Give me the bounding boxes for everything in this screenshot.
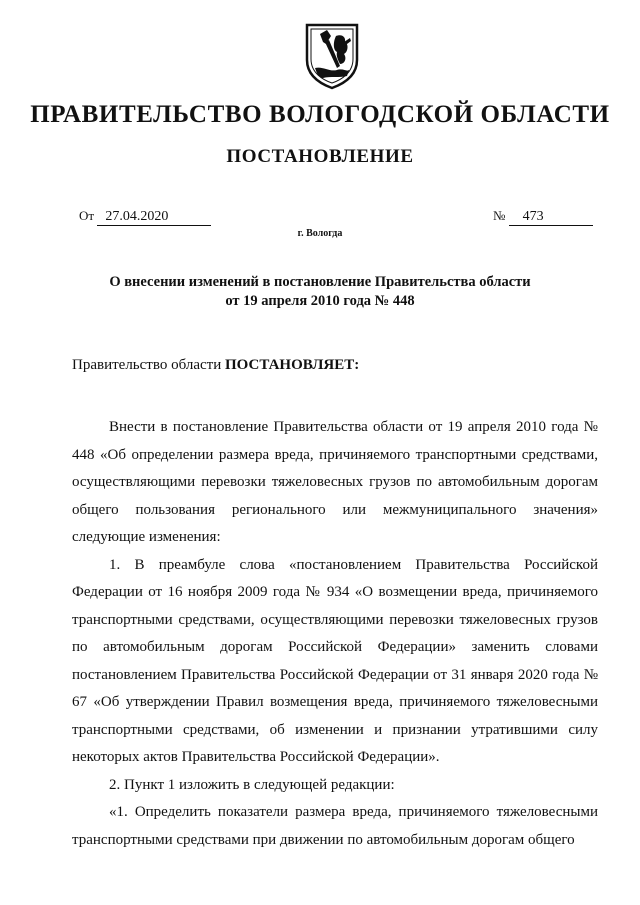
organization-title: ПРАВИТЕЛЬСТВО ВОЛОГОДСКОЙ ОБЛАСТИ xyxy=(30,101,610,128)
lead-statement xyxy=(72,357,359,374)
lead-text: Правительство области xyxy=(72,357,225,373)
lead-bold: ПОСТАНОВЛЯЕТ: xyxy=(224,357,360,373)
city-label: г. Вологда xyxy=(297,228,343,239)
paragraph: 2. Пункт 1 изложить в следующей редакции: xyxy=(109,776,395,793)
document-body xyxy=(72,414,598,854)
date-prefix: От xyxy=(79,208,95,223)
number-line xyxy=(493,208,593,226)
title-line-1: О внесении изменений в постановление Правительства области xyxy=(109,274,531,290)
date-line xyxy=(79,208,211,226)
number-prefix: № xyxy=(493,208,506,223)
date-value: 27.04.2020 xyxy=(97,209,211,226)
title-line-2: от 19 апреля 2010 года № 448 xyxy=(225,293,415,309)
document-type: ПОСТАНОВЛЕНИЕ xyxy=(226,146,414,167)
paragraph: Внести в постановление Правительства области от 19 апреля 2010 года № 448 «Об определении размера вреда, причиняемого транспортными средствами, осуществляющими перевозки тяжеловесных грузов по автомобильным дорогам общего пользования регионального или межмуниципального значения» следующие изменения: xyxy=(72,419,598,545)
paragraph: «1. Определить показатели размера вреда, причиняемого тяжеловесными транспортными средствами при движении по автомобильным дорогам общего xyxy=(72,804,598,848)
number-value: 473 xyxy=(509,209,593,226)
coat-of-arms-emblem xyxy=(303,22,361,90)
paragraph: 1. В преамбуле слова «постановлением Правительства Российской Федерации от 16 ноября 2009 года № 934 «О возмещении вреда, причиняемого транспортными средствами, осуществляющими перевозки тяжеловесных грузов по автомобильным дорогам Российской Федерации» заменить словами постановлением Правительства Российской Федерации от 31 января 2020 года № 67 «Об утверждении Правил возмещения вреда, причиняемого тяжеловесными транспортными средствами, об изменении и признании утратившими силу некоторых актов Правительства Российской Федерации». xyxy=(72,556,598,765)
document-title xyxy=(60,273,580,311)
